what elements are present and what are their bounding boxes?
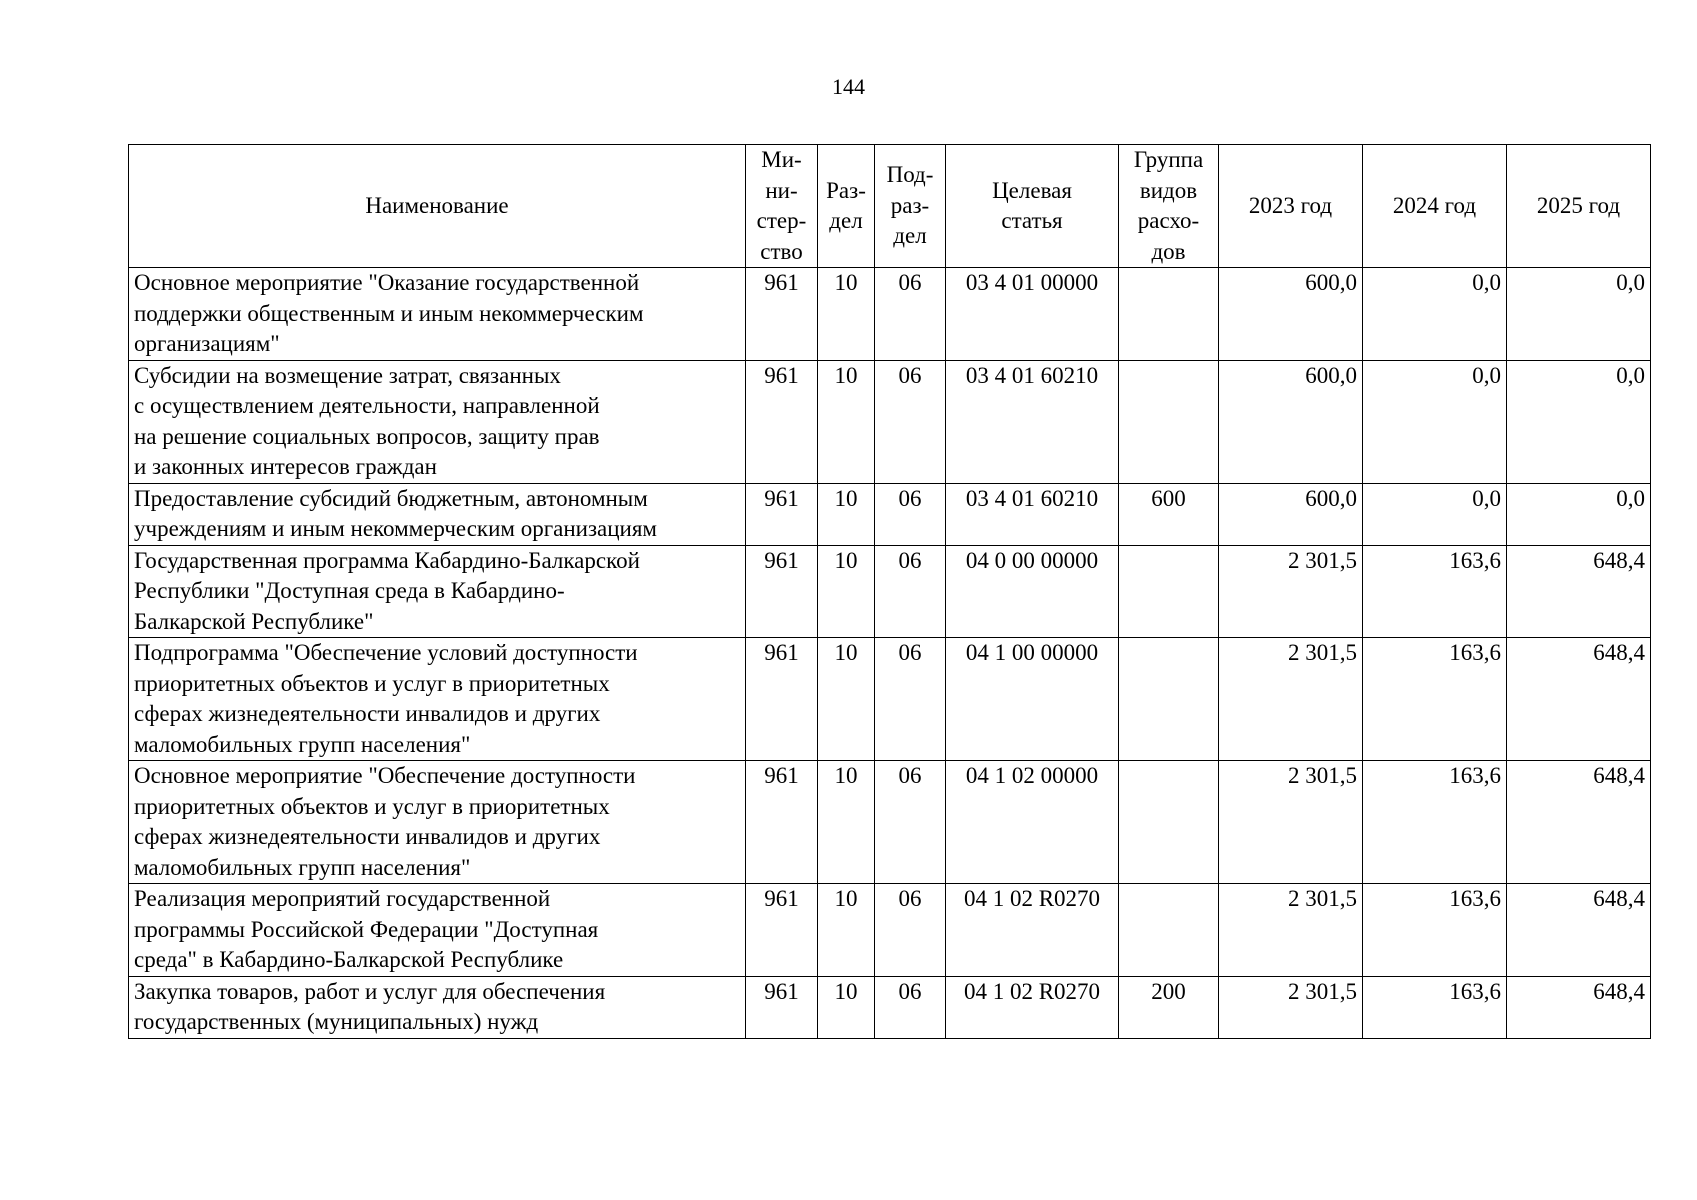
row-name-line: Республики "Доступная среда в Кабардино- xyxy=(134,578,565,603)
row-2024: 163,6 xyxy=(1363,976,1507,1038)
table-header xyxy=(129,145,1651,268)
row-group xyxy=(1119,360,1219,483)
row-2023: 2 301,5 xyxy=(1219,761,1363,884)
row-name-line: с осуществлением деятельности, направленной xyxy=(134,393,600,418)
table-body xyxy=(129,268,1651,1039)
row-2023: 2 301,5 xyxy=(1219,545,1363,638)
row-name xyxy=(129,638,746,761)
table-row xyxy=(129,268,1651,361)
row-2025: 0,0 xyxy=(1507,360,1651,483)
row-name xyxy=(129,268,746,361)
row-name xyxy=(129,976,746,1038)
row-target: 03 4 01 60210 xyxy=(946,483,1119,545)
row-subsection: 06 xyxy=(875,268,946,361)
header-2024: 2024 год xyxy=(1363,145,1507,268)
row-ministry: 961 xyxy=(746,761,818,884)
header-section xyxy=(818,145,875,268)
table-row xyxy=(129,360,1651,483)
header-subsection xyxy=(875,145,946,268)
row-subsection: 06 xyxy=(875,545,946,638)
row-subsection: 06 xyxy=(875,976,946,1038)
row-section: 10 xyxy=(818,884,875,977)
row-2024: 163,6 xyxy=(1363,884,1507,977)
row-group xyxy=(1119,638,1219,761)
header-target xyxy=(946,145,1119,268)
row-name-line: поддержки общественным и иным некоммерческим xyxy=(134,300,644,326)
row-name-line: среда" в Кабардино-Балкарской Республике xyxy=(134,947,564,972)
row-ministry: 961 xyxy=(746,884,818,977)
row-2024: 163,6 xyxy=(1363,638,1507,761)
row-name-line: государственных (муниципальных) нужд xyxy=(134,1009,539,1034)
row-name-line: маломобильных групп населения" xyxy=(134,731,471,757)
row-2023: 600,0 xyxy=(1219,268,1363,361)
row-name xyxy=(129,545,746,638)
row-name-line: организациям" xyxy=(134,331,280,356)
row-name-line: на решение социальных вопросов, защиту прав xyxy=(134,423,600,449)
row-name-line: сферах жизнедеятельности инвалидов и других xyxy=(134,824,601,849)
row-ministry: 961 xyxy=(746,268,818,361)
row-target: 03 4 01 60210 xyxy=(946,360,1119,483)
row-section: 10 xyxy=(818,268,875,361)
header-ministry-line: ство xyxy=(760,238,803,264)
header-subsection-line: дел xyxy=(893,223,927,249)
row-target: 04 1 02 00000 xyxy=(946,761,1119,884)
table-row xyxy=(129,545,1651,638)
row-name-line: Государственная программа Кабардино-Балкарской xyxy=(134,547,640,573)
row-2023: 2 301,5 xyxy=(1219,884,1363,977)
row-2025: 648,4 xyxy=(1507,761,1651,884)
header-ministry xyxy=(746,145,818,268)
header-group xyxy=(1119,145,1219,268)
row-group xyxy=(1119,545,1219,638)
row-name-line: Реализация мероприятий государственной xyxy=(134,886,551,911)
row-name xyxy=(129,360,746,483)
header-subsection-line: Под- xyxy=(886,162,934,188)
table-row xyxy=(129,761,1651,884)
row-2025: 648,4 xyxy=(1507,976,1651,1038)
row-section: 10 xyxy=(818,545,875,638)
row-section: 10 xyxy=(818,976,875,1038)
row-group: 600 xyxy=(1119,483,1219,545)
row-name-line: Балкарской Республике" xyxy=(134,608,374,634)
header-2023: 2023 год xyxy=(1219,145,1363,268)
row-name-line: маломобильных групп населения" xyxy=(134,854,471,880)
row-section: 10 xyxy=(818,638,875,761)
row-ministry: 961 xyxy=(746,638,818,761)
row-2025: 648,4 xyxy=(1507,545,1651,638)
row-2025: 648,4 xyxy=(1507,884,1651,977)
row-section: 10 xyxy=(818,483,875,545)
header-subsection-line: раз- xyxy=(890,192,930,218)
row-name-line: приоритетных объектов и услуг в приоритетных xyxy=(134,670,610,696)
row-2024: 163,6 xyxy=(1363,545,1507,638)
row-name-line: приоритетных объектов и услуг в приоритетных xyxy=(134,793,610,819)
row-name-line: Предоставление субсидий бюджетным, автономным xyxy=(134,485,648,511)
row-ministry: 961 xyxy=(746,360,818,483)
row-group xyxy=(1119,884,1219,977)
row-2023: 2 301,5 xyxy=(1219,976,1363,1038)
header-group-line: расхо- xyxy=(1137,208,1200,233)
row-subsection: 06 xyxy=(875,638,946,761)
row-name-line: учреждениям и иным некоммерческим организациям xyxy=(134,516,657,541)
row-subsection: 06 xyxy=(875,360,946,483)
row-target: 04 1 02 R0270 xyxy=(946,884,1119,977)
row-name-line: Субсидии на возмещение затрат, связанных xyxy=(134,362,561,388)
row-subsection: 06 xyxy=(875,884,946,977)
row-target: 03 4 01 00000 xyxy=(946,268,1119,361)
row-name xyxy=(129,761,746,884)
row-section: 10 xyxy=(818,761,875,884)
row-name-line: и законных интересов граждан xyxy=(134,454,437,479)
header-row xyxy=(129,145,1651,268)
row-2023: 600,0 xyxy=(1219,483,1363,545)
row-name-line: Закупка товаров, работ и услуг для обеспечения xyxy=(134,978,606,1004)
row-name-line: программы Российской Федерации "Доступная xyxy=(134,916,599,942)
row-name xyxy=(129,483,746,545)
row-name-line: Подпрограмма "Обеспечение условий доступности xyxy=(134,640,638,665)
row-target: 04 1 02 R0270 xyxy=(946,976,1119,1038)
row-2025: 648,4 xyxy=(1507,638,1651,761)
row-2024: 0,0 xyxy=(1363,360,1507,483)
table-row xyxy=(129,884,1651,977)
budget-table xyxy=(128,144,1651,1039)
row-2024: 0,0 xyxy=(1363,268,1507,361)
header-target-line: статья xyxy=(1001,208,1063,233)
row-ministry: 961 xyxy=(746,483,818,545)
row-2023: 600,0 xyxy=(1219,360,1363,483)
row-name-line: сферах жизнедеятельности инвалидов и других xyxy=(134,701,601,726)
row-name-line: Основное мероприятие "Оказание государственной xyxy=(134,270,640,295)
row-2025: 0,0 xyxy=(1507,483,1651,545)
row-2024: 0,0 xyxy=(1363,483,1507,545)
row-subsection: 06 xyxy=(875,483,946,545)
row-group xyxy=(1119,761,1219,884)
header-group-line: Группа xyxy=(1133,147,1204,172)
row-name-line: Основное мероприятие "Обеспечение доступности xyxy=(134,763,636,788)
row-ministry: 961 xyxy=(746,545,818,638)
row-target: 04 0 00 00000 xyxy=(946,545,1119,638)
table-row xyxy=(129,976,1651,1038)
header-ministry-line: ни- xyxy=(765,177,798,203)
page-number: 144 xyxy=(832,74,865,99)
row-2023: 2 301,5 xyxy=(1219,638,1363,761)
header-target-line: Целевая xyxy=(992,177,1072,203)
row-target: 04 1 00 00000 xyxy=(946,638,1119,761)
header-ministry-line: Ми- xyxy=(761,147,802,172)
row-2025: 0,0 xyxy=(1507,268,1651,361)
header-name: Наименование xyxy=(129,145,746,268)
header-section-line: дел xyxy=(829,208,863,233)
row-2024: 163,6 xyxy=(1363,761,1507,884)
row-section: 10 xyxy=(818,360,875,483)
header-section-line: Раз- xyxy=(826,177,866,203)
header-group-line: дов xyxy=(1151,238,1186,264)
header-ministry-line: стер- xyxy=(756,208,807,233)
row-subsection: 06 xyxy=(875,761,946,884)
header-2025: 2025 год xyxy=(1507,145,1651,268)
header-group-line: видов xyxy=(1139,177,1198,203)
row-name xyxy=(129,884,746,977)
table-row xyxy=(129,483,1651,545)
row-group: 200 xyxy=(1119,976,1219,1038)
row-ministry: 961 xyxy=(746,976,818,1038)
table-row xyxy=(129,638,1651,761)
row-group xyxy=(1119,268,1219,361)
